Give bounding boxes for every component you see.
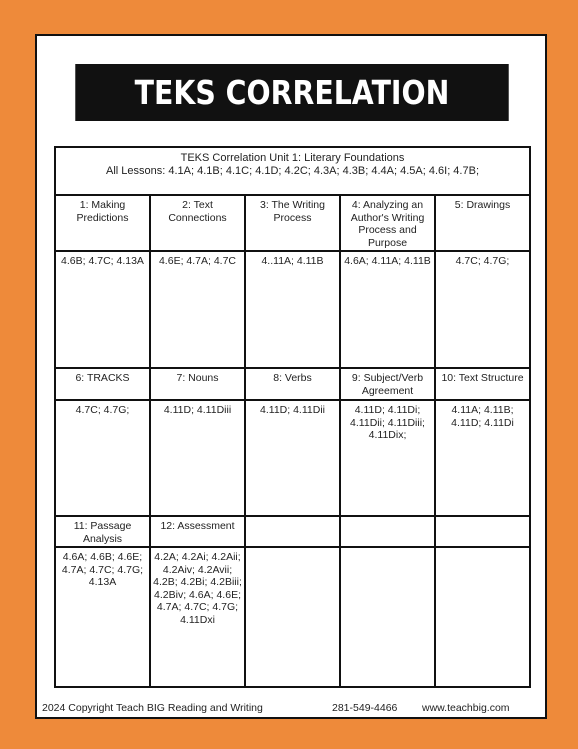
lesson-name: 5: Drawings	[436, 196, 529, 252]
page-footer	[37, 702, 549, 716]
empty-cell	[246, 517, 341, 548]
lesson-teks: 4.7C; 4.7G;	[56, 401, 151, 517]
lesson-teks: 4.6A; 4.11A; 4.11B	[341, 252, 436, 369]
lesson-name: 6: TRACKS	[56, 369, 151, 401]
empty-cell	[436, 548, 529, 686]
lesson-name: 10: Text Structure	[436, 369, 529, 401]
empty-cell	[341, 548, 436, 686]
lesson-name: 9: Subject/Verb Agreement	[341, 369, 436, 401]
empty-cell	[436, 517, 529, 548]
lesson-teks: 4.7C; 4.7G;	[436, 252, 529, 369]
page-title: TEKS CORRELATION	[75, 64, 508, 121]
table-header	[56, 148, 529, 196]
lesson-name: 12: Assessment	[151, 517, 246, 548]
lesson-name: 3: The Writing Process	[246, 196, 341, 252]
footer-phone: 281-549-4466	[332, 702, 398, 714]
empty-cell	[341, 517, 436, 548]
all-lessons-teks: All Lessons: 4.1A; 4.1B; 4.1C; 4.1D; 4.2C; 4.3A; 4.3B; 4.4A; 4.5A; 4.6I; 4.7B;	[106, 165, 479, 177]
lesson-teks: 4.2A; 4.2Ai; 4.2Aii; 4.2Aiv; 4.2Avii; 4.2B; 4.2Bi; 4.2Biii; 4.2Biv; 4.6A; 4.6E; 4.7A; 4.7C; 4.7G; 4.11Dxi	[151, 548, 246, 686]
lesson-name: 11: Passage Analysis	[56, 517, 151, 548]
unit-title: TEKS Correlation Unit 1: Literary Foundations	[180, 152, 405, 164]
lesson-teks: 4.11A; 4.11B; 4.11D; 4.11Di	[436, 401, 529, 517]
lesson-teks: 4.6B; 4.7C; 4.13A	[56, 252, 151, 369]
lesson-name: 4: Analyzing an Author's Writing Process and Purpose	[341, 196, 436, 252]
footer-website: www.teachbig.com	[422, 702, 510, 714]
lesson-name: 7: Nouns	[151, 369, 246, 401]
lesson-teks: 4.6E; 4.7A; 4.7C	[151, 252, 246, 369]
lesson-teks: 4..11A; 4.11B	[246, 252, 341, 369]
lesson-teks: 4.6A; 4.6B; 4.6E; 4.7A; 4.7C; 4.7G; 4.13A	[56, 548, 151, 686]
empty-cell	[246, 548, 341, 686]
lesson-teks: 4.11D; 4.11Di; 4.11Dii; 4.11Diii; 4.11Dix;	[341, 401, 436, 517]
worksheet-page	[35, 34, 547, 719]
lesson-name: 8: Verbs	[246, 369, 341, 401]
teks-table	[54, 146, 531, 688]
lesson-name: 2: Text Connections	[151, 196, 246, 252]
lesson-name: 1: Making Predictions	[56, 196, 151, 252]
lesson-teks: 4.11D; 4.11Dii	[246, 401, 341, 517]
footer-copyright: 2024 Copyright Teach BIG Reading and Writing	[42, 702, 263, 714]
lesson-teks: 4.11D; 4.11Diii	[151, 401, 246, 517]
